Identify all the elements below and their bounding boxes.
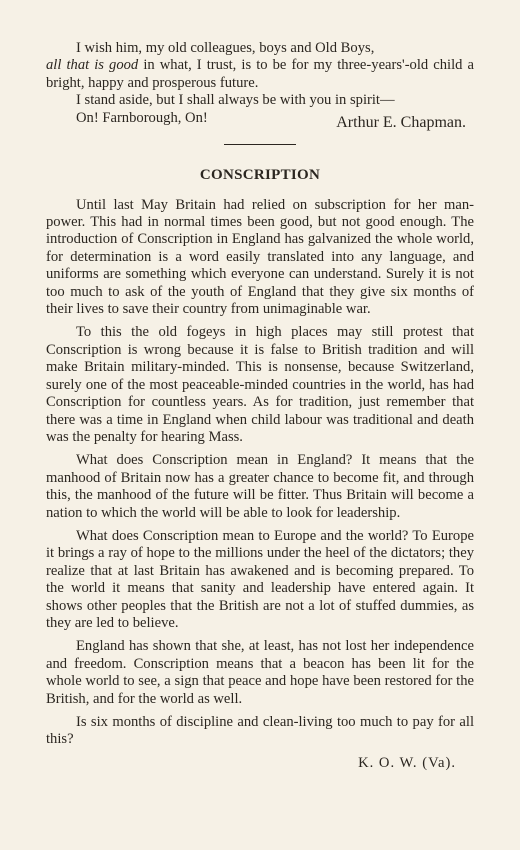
letter-farewell: On! Farnborough, On!: [76, 109, 208, 126]
article-paragraph: England has shown that she, at least, has not lost her independence and freedom. Conscription means that a beacon has been lit for the whole world to see, a sign that peace and hope have been restored for the British, and for the world as well.: [46, 638, 474, 707]
letter-closing-line: [46, 110, 474, 132]
article-title: CONSCRIPTION: [199, 166, 321, 183]
article-paragraph: Is six months of discipline and clean-living too much to pay for all this?: [46, 714, 474, 748]
letter-paragraph-1: [46, 40, 474, 92]
letter-italic-phrase: all that is good: [46, 57, 139, 74]
letter-line: child a bright, happy and prosperous future.: [46, 57, 475, 91]
letter-paragraph-2: I stand aside, but I shall always be with you in spirit—: [76, 92, 395, 109]
article-body: [46, 197, 474, 749]
letter-line: in what, I trust, is to be for my three-years'-old: [143, 57, 429, 74]
article-paragraph: Until last May Britain had relied on subscription for her man-power. This had in normal times been good, but not good enough. The introduction of Conscription in England has galvanized the whole world, for determination is a word easily translated into any language, and uniforms are something which everyone can understand. Surely it is not too much to ask of the youth of England that they give six months of their lives to save their country from unimaginable war.: [46, 196, 474, 318]
section-divider: [224, 144, 296, 145]
letter-signature: Arthur E. Chapman.: [336, 113, 466, 131]
letter-line: I wish him, my old colleagues, boys and Old Boys,: [76, 40, 375, 56]
article-paragraph: To this the old fogeys in high places may still protest that Conscription is wrong because it is false to British tradition and will make Britain military-minded. This is nonsense, because Switzerland, surely one of the most peaceable-minded countries in the world, has had Conscription for countless years. As for tradition, just remember that there was a time in England when child labour was traditional and death was the penalty for hearing Mass.: [46, 324, 474, 445]
letter-closing: [46, 40, 474, 132]
article-paragraph: What does Conscription mean to Europe and the world? To Europe it brings a ray of hope to the millions under the heel of the dictators; they realize that at last Britain has awakened and is becoming prepared. To the world it means that sanity and leadership have entered again. It shows other peoples that the British are not a lot of stuffed dummies, as they are led to believe.: [46, 527, 474, 631]
article-signature: K. O. W. (Va).: [358, 754, 456, 771]
article-paragraph: What does Conscription mean in England? It means that the manhood of Britain now has a greater chance to become fit, and through this, the manhood of the future will be fitter. Thus Britain will become a nation to which the world will be able to look for leadership.: [46, 452, 474, 521]
